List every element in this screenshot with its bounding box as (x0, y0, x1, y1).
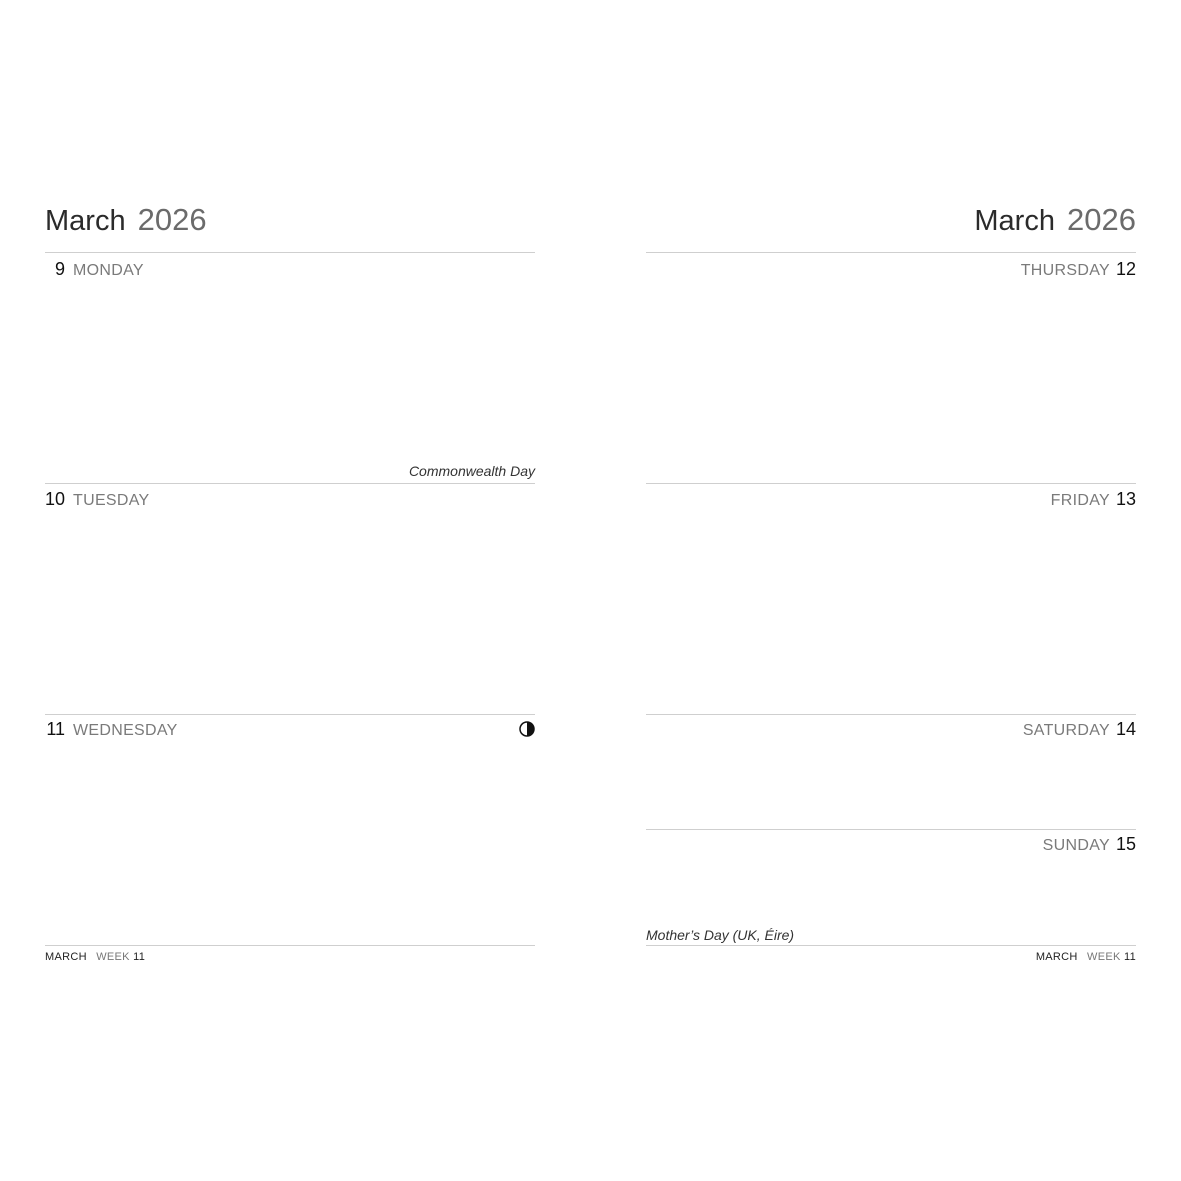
day-header-saturday (1023, 717, 1136, 741)
holiday-note: Mother’s Day (UK, Éire) (646, 927, 795, 943)
divider-line (646, 945, 1136, 946)
divider-line (646, 714, 1136, 715)
day-name: FRIDAY (1050, 492, 1110, 509)
holiday-note: Commonwealth Day (408, 463, 535, 479)
footer-week-label: WEEK (1087, 951, 1121, 963)
first-quarter-moon-icon (519, 721, 535, 737)
day-name: SATURDAY (1022, 722, 1110, 739)
divider-line (45, 483, 535, 484)
divider-line (646, 483, 1136, 484)
divider-line (45, 252, 535, 253)
day-name: WEDNESDAY (73, 722, 178, 739)
right-title-year: 2026 (1067, 202, 1136, 237)
day-name: SUNDAY (1042, 837, 1110, 854)
day-number: 10 (45, 489, 66, 509)
day-number: 12 (1115, 259, 1136, 279)
day-number: 11 (46, 719, 65, 739)
day-name: THURSDAY (1020, 262, 1110, 279)
divider-line (646, 252, 1136, 253)
right-title-month: March (974, 205, 1055, 237)
day-name: MONDAY (73, 262, 144, 279)
divider-line (45, 945, 535, 946)
day-header-thursday (1021, 257, 1136, 281)
day-header-friday (1051, 487, 1136, 511)
left-title-month: March (45, 205, 126, 237)
left-page-footer (45, 950, 145, 964)
left-title-year: 2026 (137, 202, 207, 237)
day-header-sunday (1043, 832, 1136, 856)
day-header-tuesday (45, 487, 150, 511)
day-header-monday (45, 257, 144, 281)
footer-month: MARCH (1035, 951, 1078, 963)
left-page-title (45, 200, 207, 241)
right-page-title (974, 200, 1136, 241)
divider-line (646, 829, 1136, 830)
day-number: 14 (1115, 719, 1136, 739)
footer-week-number: 11 (133, 951, 146, 963)
day-name: TUESDAY (73, 492, 150, 509)
footer-week-label: WEEK (96, 951, 130, 963)
day-header-wednesday (45, 717, 178, 741)
right-diary-page (646, 0, 1136, 1181)
footer-month: MARCH (45, 951, 87, 963)
day-number: 15 (1115, 834, 1136, 854)
day-number: 13 (1115, 489, 1136, 509)
right-page-footer (1036, 950, 1136, 964)
day-number: 9 (54, 259, 65, 279)
footer-week-number: 11 (1123, 951, 1136, 963)
left-diary-page (45, 0, 535, 1181)
divider-line (45, 714, 535, 715)
